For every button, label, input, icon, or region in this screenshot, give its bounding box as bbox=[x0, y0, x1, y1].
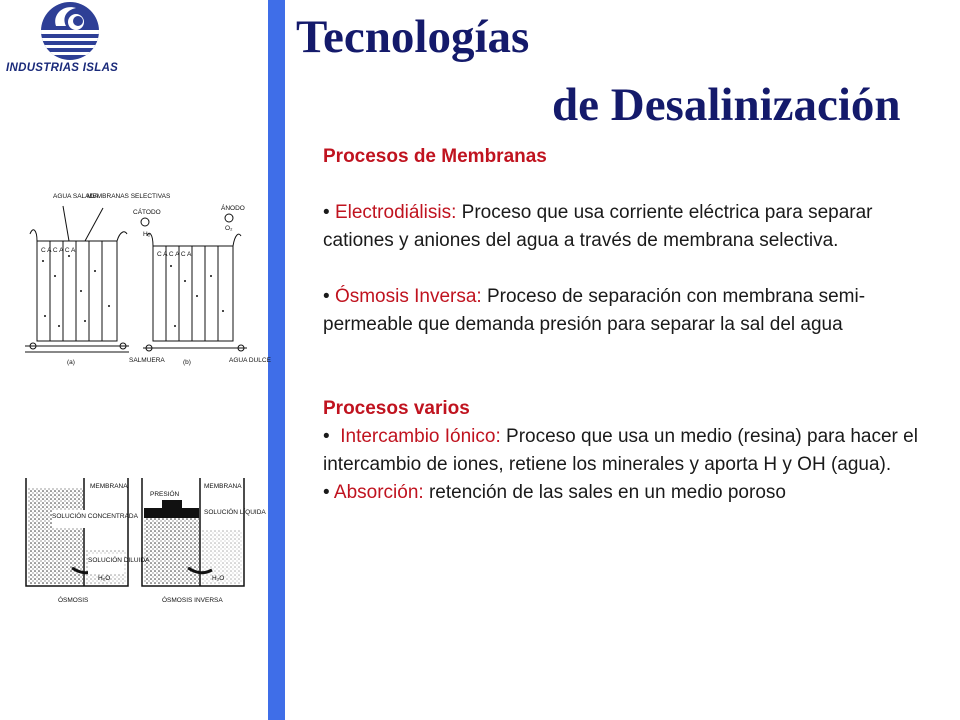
content-body bbox=[323, 143, 923, 507]
label-solucion-diluida: SOLUCIÓN DILUIDA bbox=[88, 557, 150, 564]
label-o2: O₂ bbox=[225, 225, 233, 232]
label-anodo: ÁNODO bbox=[221, 205, 245, 212]
desc-intercambio-ionico: Proceso que usa un medio (resina) para hacer el intercambio de iones, retiene los minerales y aporta H y OH (agua). bbox=[323, 426, 918, 475]
label-h2o-right: H₂O bbox=[212, 575, 225, 582]
label-presion: PRESIÓN bbox=[150, 491, 180, 498]
section-heading-varios: Procesos varios bbox=[323, 398, 470, 419]
electrodialysis-diagram bbox=[25, 186, 271, 371]
desc-osmosis-inversa: Proceso de separación con membrana semi-permeable que demanda presión para separar la sal del agua bbox=[323, 286, 866, 335]
label-catodo: CÁTODO bbox=[133, 209, 161, 216]
label-membrana-left: MEMBRANA bbox=[90, 483, 128, 490]
bullet-electrodialisis bbox=[323, 199, 923, 255]
page-title-line2: de Desalinización bbox=[552, 79, 901, 131]
section-heading-membranas: Procesos de Membranas bbox=[323, 146, 547, 167]
bullet-marker: • bbox=[323, 202, 330, 223]
bullet-intercambio-ionico bbox=[323, 423, 923, 479]
bullet-marker: • bbox=[323, 426, 330, 447]
label-solucion-concentrada: SOLUCIÓN CONCENTRADA bbox=[52, 513, 138, 520]
label-b: (b) bbox=[183, 359, 191, 366]
label-agua-salada: AGUA SALADA bbox=[53, 193, 99, 200]
label-osmosis-inversa: ÓSMOSIS INVERSA bbox=[162, 597, 223, 604]
bullet-absorcion bbox=[323, 479, 923, 507]
bullet-marker: • bbox=[323, 482, 330, 503]
label-solucion-liquida: SOLUCIÓN LÍQUIDA bbox=[204, 509, 266, 516]
label-h2o-left: H₂O bbox=[98, 575, 111, 582]
label-membranas-selectivas: MEMBRANAS SELECTIVAS bbox=[87, 193, 171, 200]
label-membrana-right: MEMBRANA bbox=[204, 483, 242, 490]
term-osmosis-inversa: Ósmosis Inversa: bbox=[334, 286, 482, 307]
label-osmosis: ÓSMOSIS bbox=[58, 597, 89, 604]
label-cells-a: C A C A C A bbox=[41, 247, 76, 254]
term-absorcion: Absorción: bbox=[333, 482, 424, 503]
term-intercambio-ionico: Intercambio Iónico: bbox=[340, 426, 501, 447]
company-logo bbox=[0, 0, 140, 85]
page-title-line1: Tecnologías bbox=[296, 11, 530, 63]
logo-company-name: INDUSTRIAS ISLAS bbox=[6, 62, 119, 74]
bullet-osmosis-inversa bbox=[323, 283, 923, 339]
logo-emblem-icon bbox=[0, 0, 140, 62]
label-cells-b: C A C A C A bbox=[157, 251, 192, 258]
label-h2: H₂ bbox=[143, 231, 151, 238]
term-electrodialisis: Electrodiálisis: bbox=[334, 202, 457, 223]
desc-absorcion: retención de las sales en un medio poroso bbox=[428, 482, 786, 503]
label-a: (a) bbox=[67, 359, 75, 366]
bullet-marker: • bbox=[323, 286, 330, 307]
desc-electrodialisis: Proceso que usa corriente eléctrica para separar cationes y aniones del agua a través de membrana selectiva. bbox=[323, 202, 873, 251]
osmosis-diagram bbox=[22, 470, 266, 610]
label-agua-dulce: AGUA DULCE bbox=[229, 357, 271, 364]
label-salmuera: SALMUERA bbox=[129, 357, 165, 364]
